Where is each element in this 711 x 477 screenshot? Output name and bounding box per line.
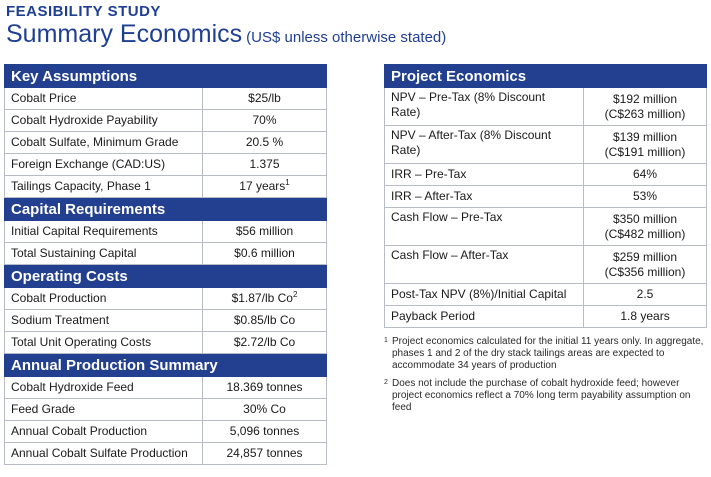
row-value: $25/lb [248, 91, 281, 105]
row-value-cell [584, 208, 707, 246]
row-value: 5,096 tonnes [229, 424, 300, 438]
page-subtitle: (US$ unless otherwise stated) [246, 29, 447, 46]
row-value-cell [584, 126, 707, 164]
footnote-mark: 1 [384, 337, 388, 344]
row-label: Cobalt Hydroxide Feed [5, 377, 203, 399]
footnote-text: Project economics calculated for the initial 11 years only. In aggregate, phases 1 and 2 of the dry stack tailings areas are expected to accommodate 34 years of production [392, 336, 704, 371]
table-row [5, 310, 327, 332]
row-value: 17 years [239, 179, 286, 193]
table-row [5, 399, 327, 421]
row-value: 64% [632, 167, 658, 181]
row-value-cell [203, 154, 327, 176]
row-label: Cobalt Hydroxide Payability [5, 110, 203, 132]
table-row [5, 443, 327, 465]
page-title: Summary Economics [6, 20, 243, 48]
row-label: Initial Capital Requirements [5, 221, 203, 243]
row-label: Total Unit Operating Costs [5, 332, 203, 354]
footnote-marker: 1 [285, 178, 290, 187]
page-kicker: FEASIBILITY STUDY [6, 3, 161, 20]
row-label: IRR – Pre-Tax [385, 164, 584, 186]
table-row [5, 377, 327, 399]
row-value-cell [584, 88, 707, 126]
row-label: Cobalt Price [5, 88, 203, 110]
row-value: $350 million [612, 211, 678, 226]
row-value-cell [584, 164, 707, 186]
row-value-cell [203, 421, 327, 443]
row-value: 20.5 % [245, 135, 284, 149]
row-label: IRR – After-Tax [385, 186, 584, 208]
footnotes [384, 336, 704, 420]
table-row [5, 221, 327, 243]
table-row [385, 246, 707, 284]
row-value: $1.87/lb Co [231, 291, 293, 305]
row-label: Foreign Exchange (CAD:US) [5, 154, 203, 176]
row-value-cad: (C$263 million) [604, 106, 686, 121]
footnote-2 [384, 378, 704, 414]
row-value-cell [584, 186, 707, 208]
section-header-operating-costs [5, 265, 327, 288]
row-value: 30% Co [243, 402, 286, 416]
row-label: Sodium Treatment [5, 310, 203, 332]
row-label: Cobalt Sulfate, Minimum Grade [5, 132, 203, 154]
row-value: 24,857 tonnes [226, 446, 303, 460]
table-row [5, 332, 327, 354]
row-value-cell [203, 332, 327, 354]
row-label: Cash Flow – After-Tax [385, 246, 584, 284]
row-value: $139 million [612, 129, 678, 144]
footnote-mark: 2 [384, 379, 388, 386]
row-label: NPV – After-Tax (8% Discount Rate) [385, 126, 584, 164]
section-header-annual-production-summary [5, 354, 327, 377]
row-value: $0.85/lb Co [233, 313, 296, 327]
row-label: NPV – Pre-Tax (8% Discount Rate) [385, 88, 584, 126]
row-value-cell [584, 284, 707, 306]
table-row [385, 284, 707, 306]
row-value-cell [203, 377, 327, 399]
row-value: $192 million [612, 91, 678, 106]
row-value: $0.6 million [234, 246, 295, 260]
table-row [5, 176, 327, 198]
table-row [5, 88, 327, 110]
row-label: Feed Grade [5, 399, 203, 421]
section-title: Annual Production Summary [5, 354, 327, 377]
row-value: $2.72/lb Co [233, 335, 296, 349]
table-row [385, 306, 707, 328]
section-header-key-assumptions [5, 65, 327, 88]
row-label: Total Sustaining Capital [5, 243, 203, 265]
row-value-cell [203, 176, 327, 198]
table-row [385, 88, 707, 126]
row-value-cell [203, 132, 327, 154]
row-value: $259 million [612, 249, 678, 264]
row-value-cell [203, 310, 327, 332]
row-value-cell [203, 443, 327, 465]
row-value: 2.5 [636, 287, 654, 301]
section-header-capital-requirements [5, 198, 327, 221]
table-row [5, 243, 327, 265]
row-value-cad: (C$191 million) [604, 144, 686, 159]
row-value-cell [203, 110, 327, 132]
section-title: Key Assumptions [5, 65, 327, 88]
row-label: Cobalt Production [5, 288, 203, 310]
row-value-cell [203, 88, 327, 110]
row-value: 18.369 tonnes [226, 380, 303, 394]
row-value-cad: (C$356 million) [604, 264, 686, 279]
table-row [385, 164, 707, 186]
row-label: Cash Flow – Pre-Tax [385, 208, 584, 246]
table-row [5, 132, 327, 154]
footnote-1 [384, 336, 704, 372]
row-label: Annual Cobalt Sulfate Production [5, 443, 203, 465]
row-value-cell [584, 246, 707, 284]
footnote-marker: 2 [292, 290, 298, 299]
row-value: 70% [252, 113, 277, 127]
section-title: Capital Requirements [5, 198, 327, 221]
row-value-cell [584, 306, 707, 328]
row-value: $56 million [235, 224, 294, 238]
section-title: Project Economics [385, 65, 707, 88]
row-label: Annual Cobalt Production [5, 421, 203, 443]
table-row [385, 208, 707, 246]
title-row [6, 21, 446, 48]
row-value-cad: (C$482 million) [604, 226, 686, 241]
row-value: 1.375 [249, 157, 280, 171]
row-value-cell [203, 288, 327, 310]
row-label: Post-Tax NPV (8%)/Initial Capital [385, 284, 584, 306]
page-header [6, 2, 446, 48]
row-value-cell [203, 399, 327, 421]
row-value-cell [203, 221, 327, 243]
table-row [5, 288, 327, 310]
footnote-text: Does not include the purchase of cobalt hydroxide feed; however project economics reflect a 70% long term payability assumption on feed [392, 378, 691, 413]
table-row [5, 154, 327, 176]
left-summary-table [4, 64, 327, 465]
row-label: Payback Period [385, 306, 584, 328]
table-row [385, 126, 707, 164]
table-row [5, 110, 327, 132]
row-label: Tailings Capacity, Phase 1 [5, 176, 203, 198]
row-value: 1.8 years [620, 309, 670, 323]
table-row [5, 421, 327, 443]
section-title: Operating Costs [5, 265, 327, 288]
section-header-project-economics [385, 65, 707, 88]
table-row [385, 186, 707, 208]
row-value: 53% [632, 189, 658, 203]
row-value-cell [203, 243, 327, 265]
project-economics-table [384, 64, 707, 328]
